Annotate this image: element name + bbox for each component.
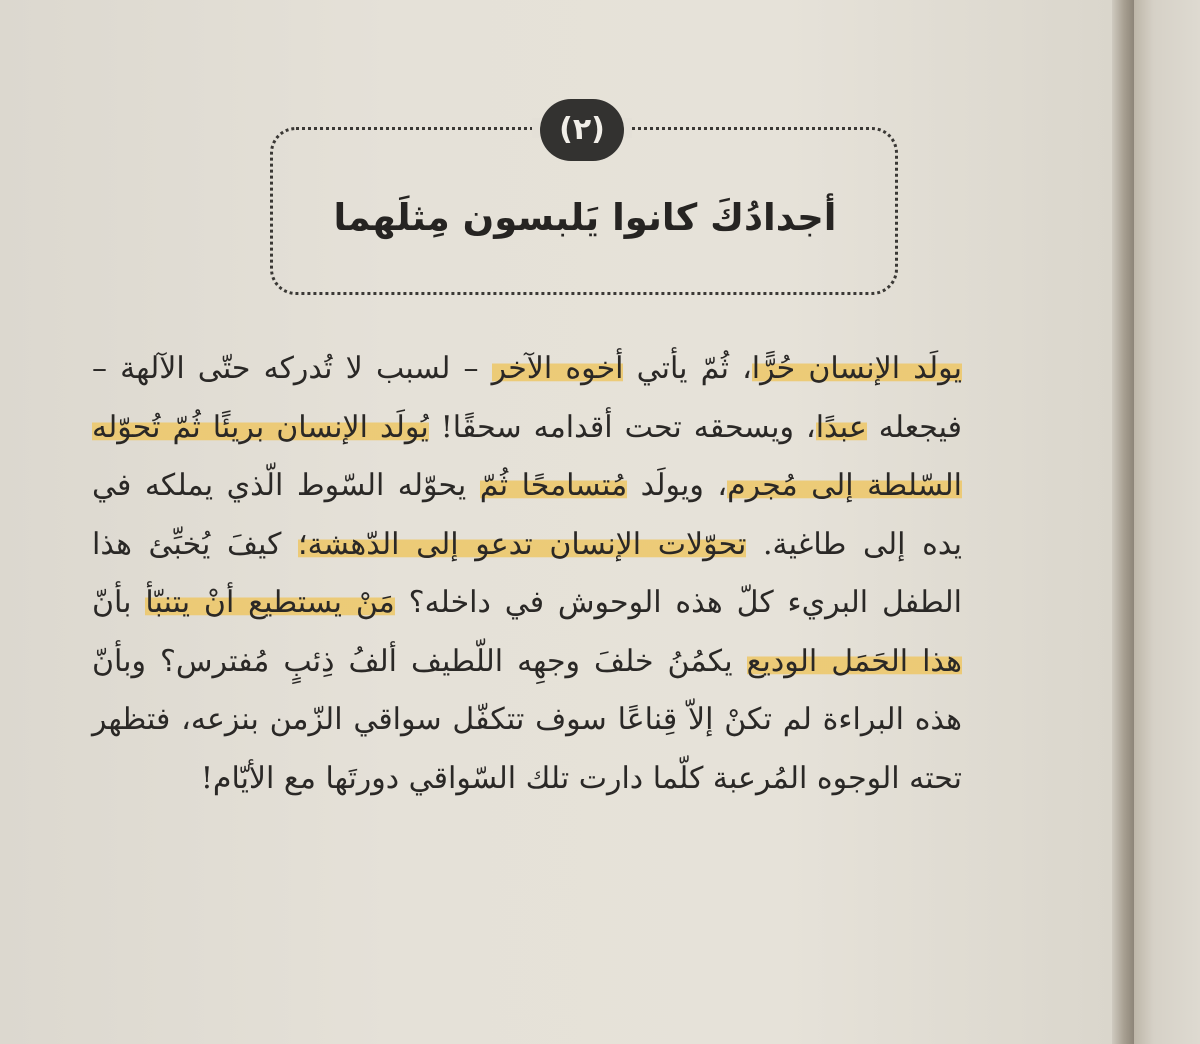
text-segment: يحوّله السّوط الّذي يملكه في يده إلى طاغية. xyxy=(92,468,962,562)
highlighted-text: هذا الحَمَل الوديع xyxy=(746,643,962,679)
highlighted-text: تحوّلات الإنسان تدعو إلى الدّهشة؛ xyxy=(298,526,747,562)
facing-page-edge xyxy=(1134,0,1200,1044)
highlighted-text: مُتسامحًا ثُمّ xyxy=(479,468,628,503)
text-segment: يكمُنُ خلفَ وجهِه اللّطيف ألفُ ذِئبٍ مُفترس؟ وبأنّ هذه البراءة لم تكنْ إلاّ قِناعًا سوف تتكفّل سواقي الزّمن بنزعه، فتظهر تحته الوجوه المُرعبة كلّما دارت تلك السّواقي دورتَها مع الأيّام! xyxy=(92,643,962,796)
text-segment: كيفَ يُخبِّئ هذا الطفل البريء كلّ هذه الوحوش في داخله؟ xyxy=(92,526,963,620)
highlighted-text: يُولَد الإنسان بريئًا ثُمّ تُحوّله السّلطة إلى مُجرم xyxy=(92,409,962,503)
text-segment: – لسبب لا تُدركه حتّى الآلهة – فيجعله xyxy=(92,351,962,445)
body-paragraph xyxy=(92,340,962,1020)
text-segment: بأنّ xyxy=(92,585,146,620)
highlighted-text: أخوه الآخر xyxy=(491,351,624,386)
book-gutter xyxy=(1112,0,1134,1044)
chapter-title: أجدادُكَ كانوا يَلبسون مِثلَهما xyxy=(333,196,837,239)
highlighted-text: مَنْ يستطيع أنْ يتنبّأ xyxy=(145,585,395,620)
text-segment: ، ثُمّ يأتي xyxy=(623,351,752,386)
highlighted-text: يولَد الإنسان حُرًّا xyxy=(751,351,962,386)
text-segment: ، ويسحقه تحت أقدامه سحقًا! xyxy=(428,409,816,445)
chapter-number-badge: (٢) xyxy=(540,99,624,161)
text-segment: ، ويولَد xyxy=(627,468,728,503)
highlighted-text: عبدًا xyxy=(815,409,867,445)
